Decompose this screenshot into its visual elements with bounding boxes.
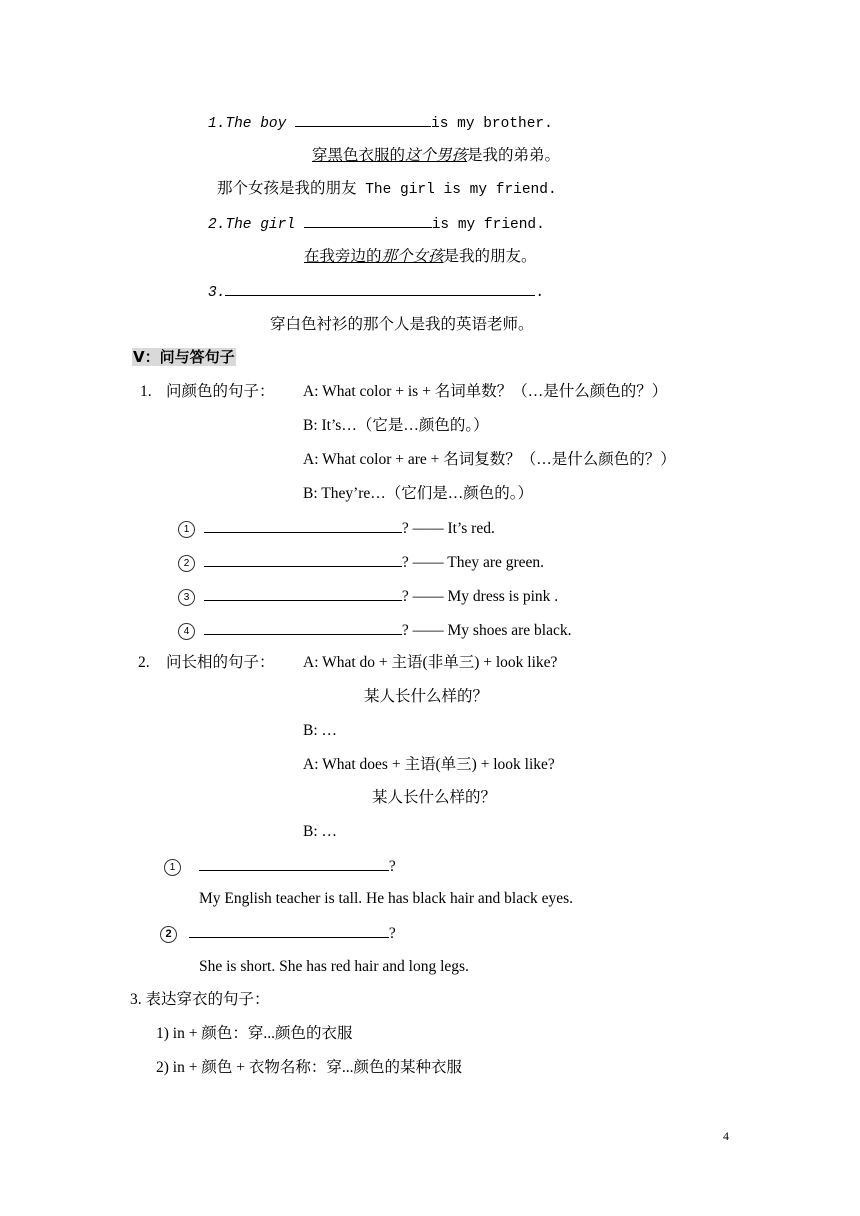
- circled-number: 2: [160, 926, 177, 943]
- example-2-suffix: is my friend.: [431, 217, 545, 233]
- looks-rule-b2: B: …: [303, 823, 338, 840]
- example-3-chinese: 穿白色衬衫的那个人是我的英语老师。: [270, 316, 534, 333]
- circled-number: 1: [164, 859, 181, 876]
- example-3-prefix: 3.: [208, 285, 226, 301]
- color-rule-a1: A: What color + is + 名词单数？（…是什么颜色的？）: [303, 383, 668, 400]
- question-mark: ?: [388, 925, 396, 942]
- wear-rule-1: 1) in + 颜色：穿...颜色的衣服: [156, 1025, 353, 1042]
- looks-rule-b1: B: …: [303, 722, 338, 739]
- example-1-chinese: [312, 146, 560, 166]
- example-1-cn-rest: 是我的弟弟。: [467, 147, 561, 164]
- answer-blank[interactable]: [199, 856, 389, 871]
- looks-exercise-2-question: [160, 923, 396, 944]
- exercise-answer: ? —— It’s red.: [401, 520, 495, 537]
- looks-exercise-1-question: [164, 856, 396, 877]
- answer-blank[interactable]: [189, 923, 389, 938]
- example-2-chinese: [304, 247, 537, 267]
- example-2-cn-underlined: 在我旁边的: [304, 248, 382, 265]
- circled-number: 3: [178, 589, 195, 606]
- color-rule-a2: A: What color + are + 名词复数？（…是什么颜色的？）: [303, 451, 676, 468]
- example-1-english: [208, 112, 553, 134]
- example-2-cn-rest: 是我的朋友。: [443, 248, 537, 265]
- example-2-intro: [217, 179, 557, 200]
- example-2-english: [208, 213, 545, 235]
- example-1-prefix: 1.The boy: [208, 116, 296, 132]
- page-number: 4: [723, 1129, 729, 1143]
- example-3-suffix: .: [535, 285, 545, 301]
- answer-blank[interactable]: [204, 586, 402, 601]
- color-exercise-2: [178, 552, 544, 573]
- looks-rule-a2: A: What does + 主语(单三) + look like?: [303, 756, 555, 773]
- example-2-prefix: 2.The girl: [208, 217, 304, 233]
- section-5-heading-text: Ⅴ：问与答句子: [133, 348, 235, 366]
- example-2-blank[interactable]: [304, 213, 432, 228]
- looks-item-number: 2.: [138, 654, 150, 671]
- exercise-answer: ? —— They are green.: [401, 554, 545, 571]
- looks-exercise-1-answer: My English teacher is tall. He has black hair and black eyes.: [199, 890, 574, 907]
- answer-blank[interactable]: [204, 620, 402, 635]
- color-rule-b2: B: They’re…（它们是…颜色的。）: [303, 485, 534, 502]
- example-1-cn-italic: 这个男孩: [405, 147, 468, 164]
- section-5-heading: [132, 347, 236, 368]
- color-rule-b1: B: It’s…（它是…颜色的。）: [303, 417, 489, 434]
- exercise-answer: ? —— My dress is pink .: [401, 588, 559, 605]
- circled-number: 2: [178, 555, 195, 572]
- wear-rule-2: 2) in + 颜色 + 衣物名称：穿...颜色的某种衣服: [156, 1059, 462, 1076]
- looks-rule-a1: A: What do + 主语(非单三) + look like?: [303, 654, 558, 671]
- wear-title: 3. 表达穿衣的句子：: [130, 991, 270, 1008]
- looks-exercise-2-answer: She is short. She has red hair and long legs.: [199, 958, 469, 975]
- exercise-answer: ? —— My shoes are black.: [401, 622, 572, 639]
- looks-rule-a1-cn: 某人长什么样的？: [364, 688, 489, 705]
- circled-number: 1: [178, 521, 195, 538]
- color-item-title: 问颜色的句子：: [166, 383, 275, 400]
- example-3-blank[interactable]: [225, 281, 535, 296]
- color-exercise-1: [178, 518, 495, 539]
- example-2-intro-cn: 那个女孩是我的朋友: [217, 180, 357, 197]
- color-item-number: 1.: [140, 383, 152, 400]
- answer-blank[interactable]: [204, 518, 402, 533]
- color-exercise-4: [178, 620, 571, 641]
- example-1-suffix: is my brother.: [431, 116, 553, 132]
- example-2-intro-en: The girl is my friend.: [356, 182, 557, 198]
- example-1-cn-underlined: 穿黑色衣服的: [312, 147, 406, 164]
- color-exercise-3: [178, 586, 558, 607]
- looks-rule-a2-cn: 某人长什么样的？: [372, 789, 497, 806]
- question-mark: ?: [388, 858, 396, 875]
- circled-number: 4: [178, 623, 195, 640]
- answer-blank[interactable]: [204, 552, 402, 567]
- example-3-english: [208, 281, 544, 303]
- example-1-blank[interactable]: [295, 112, 431, 127]
- looks-item-title: 问长相的句子：: [166, 654, 275, 671]
- example-2-cn-italic: 那个女孩: [381, 248, 444, 265]
